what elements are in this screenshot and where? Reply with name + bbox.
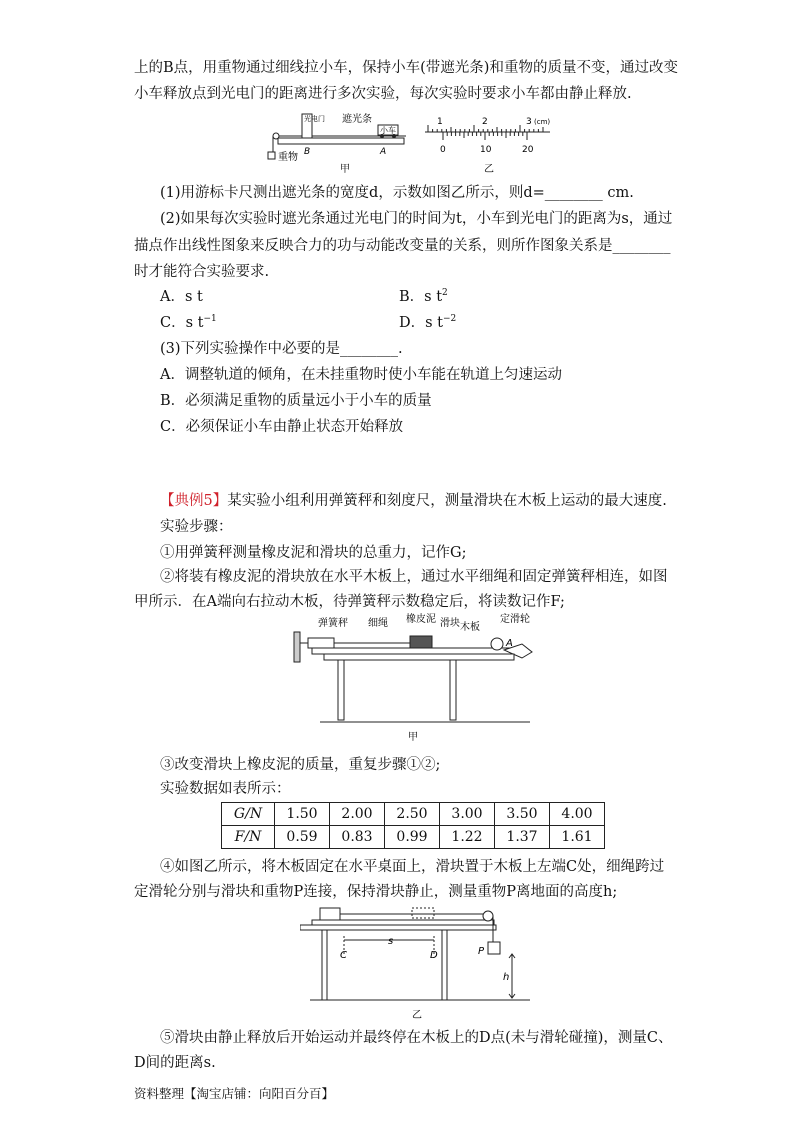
fig1-caption-jia: 甲 [340,164,350,175]
fig2-label-clay: 橡皮泥 [406,614,436,625]
figure-1-jia [268,112,406,175]
figure-3 [300,900,540,1022]
intro-line-2: 小车释放点到光电门的距离进行多次实验，每次实验时要求小车都由静止释放. [134,86,632,102]
fig3-label-D: D [430,950,438,961]
vernier-bottom-tick-0: 0 [440,145,446,155]
intro-line-1: 上的B点，用重物通过细线拉小车，保持小车(带遮光条)和重物的质量不变，通过改变 [134,60,678,76]
option-2-C: C．s $t^{-1}$ [160,314,217,331]
table-cell: 1.50 [275,803,330,826]
table-cell: 2.50 [385,803,440,826]
question-2-line-3: 时才能符合实验要求. [134,264,270,280]
table-cell: 3.00 [440,803,495,826]
vernier-top-tick-1: 1 [437,117,443,127]
fig1-caption-yi: 乙 [484,164,494,175]
table-cell: 2.00 [330,803,385,826]
table-cell: 4.00 [550,803,605,826]
fig3-label-s: s [388,936,394,947]
fig2-label-board: 木板 [460,622,480,633]
vernier-top-tick-2: 2 [482,117,488,127]
step-5-line-2: D间的距离s. [134,1055,216,1071]
table-cell: 1.37 [495,826,550,849]
option-2-B: B．s $t^2$ [399,288,448,305]
figure-2 [290,610,550,745]
fig2-label-A: A [506,638,513,649]
fig1-label-xiaoche: 小车 [380,126,396,135]
table-row [222,826,605,849]
step-2-line-2: 甲所示．在A端向右拉动木板，待弹簧秤示数稳定后，将读数记作F; [134,594,565,610]
step-3: ③改变滑块上橡皮泥的质量，重复步骤①②; [160,757,441,773]
option-2-D: D．s $t^{-2}$ [399,314,457,331]
fig1-label-guangdian: 光电门 [304,115,325,123]
table-cell: 0.83 [330,826,385,849]
option-3-A: A．调整轨道的倾角，在未挂重物时使小车能在轨道上匀速运动 [160,367,562,383]
vernier-top-tick-3: 3 [526,117,532,127]
step-5-line-1: ⑤滑块由静止释放后开始运动并最终停在木板上的D点(未与滑轮碰撞)，测量C、 [160,1030,673,1046]
figure-1 [260,108,580,178]
fig2-label-spring: 弹簧秤 [318,618,348,629]
fig2-label-block: 滑块 [440,618,460,629]
option-3-C: C．必须保证小车由静止状态开始释放 [160,419,404,435]
question-3: (3)下列实验操作中必要的是________. [160,341,403,357]
step-4-line-2: 定滑轮分别与滑块和重物P连接，保持滑块静止，测量重物P离地面的高度h; [134,884,618,900]
vernier-unit: (cm) [534,118,551,126]
table-cell: 0.59 [275,826,330,849]
table-label: 实验数据如表所示： [160,781,291,797]
fig1-label-zheguangtiao: 遮光条 [342,114,372,125]
fig2-label-pulley: 定滑轮 [500,614,530,625]
table-cell: 1.22 [440,826,495,849]
fig2-label-rope: 细绳 [368,618,388,629]
data-table [221,802,605,849]
fig3-caption: 乙 [412,1010,422,1021]
question-2-line-1: (2)如果每次实验时遮光条通过光电门的时间为t，小车到光电门的距离为s，通过 [160,211,673,227]
table-cell: F/N [222,826,275,849]
step-1: ①用弹簧秤测量橡皮泥和滑块的总重力，记作G; [160,545,467,561]
fig3-label-C: C [340,950,347,961]
fig3-label-h: h [503,972,510,983]
example-5-heading: 【典例5】某实验小组利用弹簧秤和刻度尺，测量滑块在木板上运动的最大速度. [160,493,667,509]
question-2-line-2: 描点作出线性图象来反映合力的功与动能改变量的关系，则所作图象关系是________ [134,238,671,254]
option-2-A: A．s t [160,289,203,305]
step-4-line-1: ④如图乙所示，将木板固定在水平桌面上，滑块置于木板上左端C处，细绳跨过 [160,859,665,875]
table-cell: G/N [222,803,275,826]
fig1-label-B: B [304,147,311,157]
table-cell: 3.50 [495,803,550,826]
fig1-label-A: A [380,147,387,157]
vernier-bottom-tick-20: 20 [522,145,534,155]
figure-1-yi [425,117,550,175]
steps-label: 实验步骤： [160,519,233,535]
footer-source: 资料整理【淘宝店铺：向阳百分百】 [134,1086,335,1101]
fig2-caption: 甲 [408,732,418,743]
question-1: (1)用游标卡尺测出遮光条的宽度d，示数如图乙所示，则d=________ cm. [160,185,634,201]
fig3-label-P: P [478,946,485,957]
option-3-B: B．必须满足重物的质量远小于小车的质量 [160,393,432,409]
fig1-label-zhongwu: 重物 [278,152,298,163]
vernier-bottom-tick-10: 10 [480,145,492,155]
step-2-line-1: ②将装有橡皮泥的滑块放在水平木板上，通过水平细绳和固定弹簧秤相连，如图 [160,569,668,585]
table-cell: 0.99 [385,826,440,849]
table-cell: 1.61 [550,826,605,849]
table-row [222,803,605,826]
